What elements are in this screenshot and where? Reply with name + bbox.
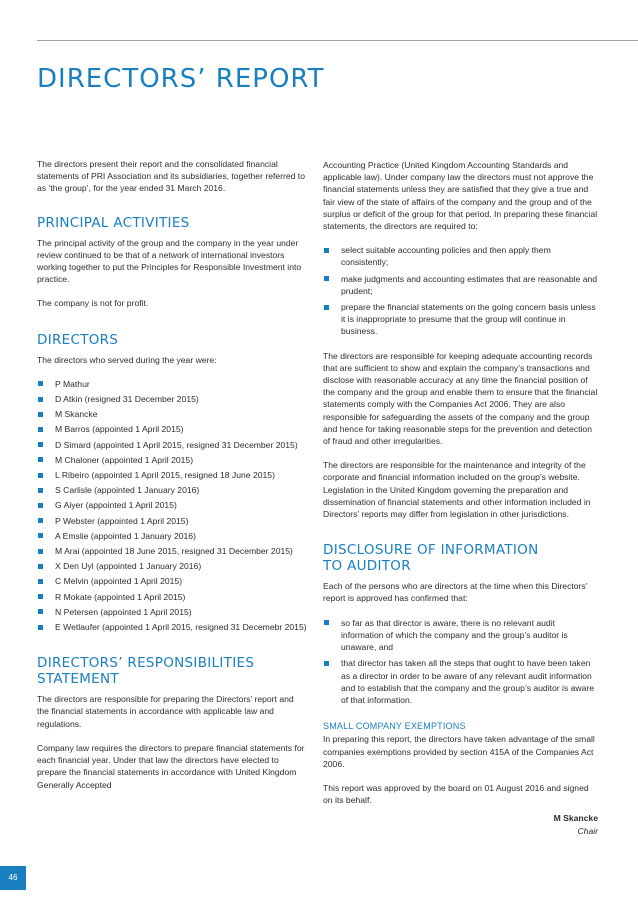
list-item: E Wetlaufer (appointed 1 April 2015, resigned 31 Decemebr 2015): [37, 621, 307, 633]
list-item: D Simard (appointed 1 April 2015, resigned 31 December 2015): [37, 439, 307, 451]
website-paragraph: The directors are responsible for the maintenance and integrity of the corporate and financial information included on the group’s website. Legislation in the United Kingdom governing the preparation and dissemination of financial statements and other information included in Directors’ reports may differ from legislation in other jurisdictions.: [323, 460, 591, 520]
signature-block: [323, 812, 598, 836]
responsibilities-heading: DIRECTORS’ RESPONSIBILITIES STATEMENT: [37, 655, 255, 688]
list-item: M Chaloner (appointed 1 April 2015): [37, 454, 307, 466]
top-rule: [37, 40, 638, 41]
list-item: M Skancke: [37, 408, 307, 420]
disclosure-heading-line-2: TO AUDITOR: [323, 558, 411, 575]
responsibilities-paragraph-1: The directors are responsible for preparing the Directors’ report and the financial statements in accordance with applicable law and regulations.: [37, 694, 294, 729]
disclosure-heading: [323, 542, 598, 574]
signatory-role: Chair: [577, 825, 598, 836]
disclosure-list: [323, 617, 598, 706]
list-item: make judgments and accounting estimates that are reasonable and prudent;: [323, 273, 598, 297]
list-item: L Ribeiro (appointed 1 April 2015, resigned 18 June 2015): [37, 469, 307, 481]
list-item: M Barros (appointed 1 April 2015): [37, 423, 307, 435]
list-item: S Carlisle (appointed 1 January 2016): [37, 484, 307, 496]
directors-heading: DIRECTORS: [37, 331, 119, 348]
page-number: 46: [0, 866, 26, 890]
list-item: R Mokate (appointed 1 April 2015): [37, 591, 307, 603]
list-item: M Arai (appointed 18 June 2015, resigned 31 December 2015): [37, 545, 307, 557]
list-item: so far as that director is aware, there is no relevant audit information of which the company and the group’s auditor is unaware, and: [323, 617, 598, 654]
approval-paragraph: This report was approved by the board on 01 August 2016 and signed on its behalf.: [323, 782, 589, 806]
intro-paragraph: The directors present their report and the consolidated financial statements of PRI Association and its subsidiaries, together referred to as ‘the group’, for the year ended 31 March 2016.: [37, 159, 305, 194]
principal-activities-paragraph: The principal activity of the group and the company in the year under review continued to be that of a network of international investors working together to put the Principles for Responsible Investment into practice.: [37, 237, 302, 285]
list-item: P Mathur: [37, 378, 307, 390]
list-item: that director has taken all the steps that ought to have been taken as a director in order to be aware of any relevant audit information and to establish that the company and the group’s auditor is aware of that information.: [323, 657, 598, 706]
small-company-heading: SMALL COMPANY EXEMPTIONS: [323, 721, 466, 732]
small-company-paragraph: In preparing this report, the directors have taken advantage of the small companies exemptions provided by section 415A of the Companies Act 2006.: [323, 734, 595, 769]
responsibilities-paragraph-2-start: Company law requires the directors to prepare financial statements for each financial year. Under that law the directors have elected to prepare the financial statements in accordance with United Kingdom Generally Accepted: [37, 742, 305, 790]
directors-intro: The directors who served during the year were:: [37, 354, 217, 365]
list-item: prepare the financial statements on the going concern basis unless it is inappropriate to presume that the group will continue in business.: [323, 301, 598, 338]
list-item: D Atkin (resigned 31 December 2015): [37, 393, 307, 405]
accounting-records-paragraph: The directors are responsible for keeping adequate accounting records that are sufficient to show and explain the company’s transactions and disclose with reasonable accuracy at any time the financial position of the company and the group and enable them to ensure that the financial statements comply with the Companies Act 2006. They are also responsible for safeguarding the assets of the company and the group and hence for taking reasonable steps for the prevention and detection of fraud and other irregularities.: [323, 350, 598, 447]
disclosure-heading-line-1: DISCLOSURE OF INFORMATION: [323, 542, 539, 559]
list-item: select suitable accounting policies and then apply them consistently;: [323, 244, 598, 268]
directors-list: [37, 378, 307, 633]
list-item: C Melvin (appointed 1 April 2015): [37, 575, 307, 587]
disclosure-paragraph: Each of the persons who are directors at the time when this Directors’ report is approved has confirmed that:: [323, 581, 588, 604]
required-actions-list: [323, 244, 598, 337]
right-column: [323, 159, 598, 837]
responsibilities-paragraph-2-continued: Accounting Practice (United Kingdom Accounting Standards and applicable law). Under company law the directors must not approve the financial statements unless they are satisfied that they give a true and fair view of the state of affairs of the company and the group and of the surplus or deficit of the group for that period. In preparing these financial statements, the directors are required to:: [323, 160, 598, 232]
list-item: G Aiyer (appointed 1 April 2015): [37, 499, 307, 511]
list-item: N Petersen (appointed 1 April 2015): [37, 606, 307, 618]
not-for-profit-paragraph: The company is not for profit.: [37, 298, 149, 309]
list-item: X Den Uyl (appointed 1 January 2016): [37, 560, 307, 572]
signatory-name: M Skancke: [553, 813, 598, 824]
page-title: DIRECTORS’ REPORT: [37, 64, 325, 94]
principal-activities-heading: PRINCIPAL ACTIVITIES: [37, 214, 190, 231]
list-item: A Emslie (appointed 1 January 2016): [37, 530, 307, 542]
left-column: [37, 158, 307, 803]
list-item: P Webster (appointed 1 April 2015): [37, 515, 307, 527]
